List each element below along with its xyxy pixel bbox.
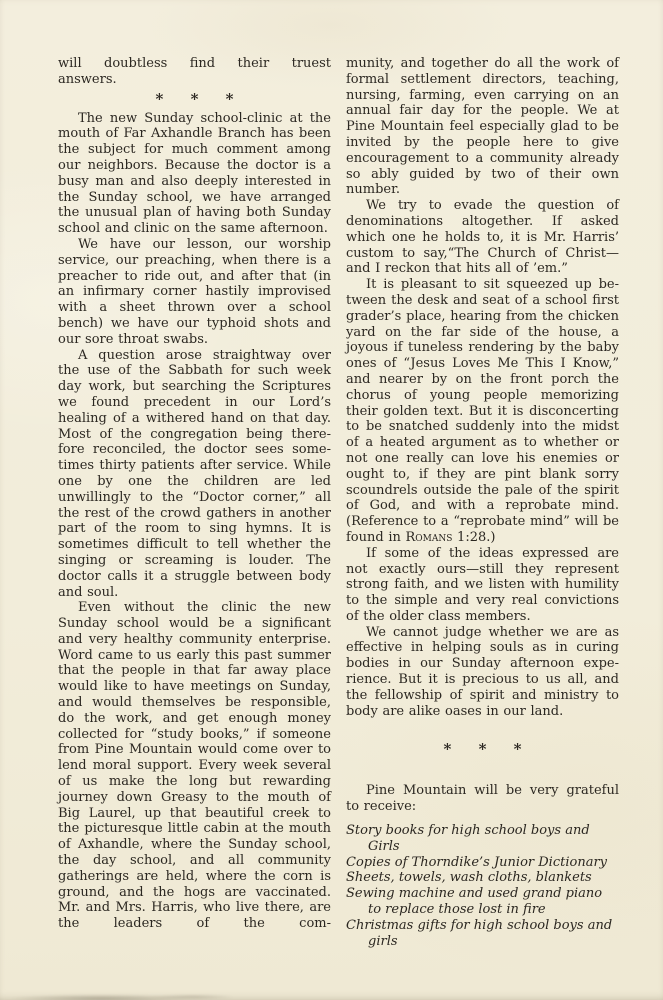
appeal-intro: Pine Mountain will be very grateful to receive:	[346, 783, 619, 815]
two-column-layout	[58, 56, 622, 949]
paragraph-settlement-work: munity, and together do all the work of formal settlement directors, teaching, nursing, farming, even carrying on an annual fair day for the people. We at Pine Mountain feel especially glad to be invited by the people here to give encouragement to a community already so ably guided by two of their own number.	[346, 56, 619, 198]
right-column	[346, 56, 619, 949]
left-column	[58, 56, 331, 949]
wish-list-item: Christmas gifts for high school boys and girls	[346, 917, 613, 949]
paragraph-ideas-expressed: If some of the ideas expressed are not exactly ours—still they represent strong faith, and we listen with humility to the simple and very real convictions of the older class members.	[346, 545, 619, 624]
paragraph-community-enterprise: Even without the clinic the new Sunday school would be a significant and very healthy community enterprise. Word came to us early this past summer that the people in that far away place would like to have meetings on Sunday, and would themselves be responsible, do the work, and get enough money collected for “study books,” if someone from Pine Mountain would come over to lend moral support. Every week several of us make the long but rewarding journey down Greasy to the mouth of Big Laurel, up that beautiful creek to the picturesque little cabin at the mouth of Axhandle, where the Sunday school, the day school, and all community gatherings are held, where the corn is ground, and the hogs are vaccinated. Mr. and Mrs. Harris, who live there, are the leaders of the com-	[58, 600, 331, 932]
wish-list-item: Sheets, towels, wash cloths, blankets	[346, 870, 592, 886]
wish-list-item: Copies of Thorndike’s Junior Dictionary	[346, 854, 608, 870]
section-divider-asterisks: * * *	[443, 740, 533, 759]
scripture-reference: Romans 1:28.)	[405, 529, 496, 545]
paragraph-lesson-worship: We have our lesson, our worship service, our preaching, when there is a preacher to ride out, and after that (in an infirmary corner hastily improvised with a sheet thrown over a school bench) we have our typhoid shots and our sore throat swabs.	[58, 236, 331, 347]
paragraph-cannot-judge: We cannot judge whether we are as effective in helping souls as in curing bodies in our Sunday afternoon experience. But it is precious to us all, and the fellowship of spirit and ministry to body are alike oases in our land.	[346, 624, 619, 719]
continuation-paragraph-line: answers.	[58, 71, 117, 87]
wish-list	[346, 823, 619, 949]
paragraph-pleasant-to-sit	[346, 277, 619, 546]
paragraph-denominations: We try to evade the question of denominations altogether. If asked which one he holds to, it is Mr. Harris’ custom to say,“The Church of Christ—and I reckon that hits all of ’em.”	[346, 198, 619, 277]
paragraph-sabbath-question: A question arose straightway over the use of the Sabbath for such week day work, but searching the Scriptures we found precedent in our Lord’s healing of a withered hand on that day. Most of the congregation being therefore reconciled, the doctor sees sometimes thirty patients after service. While one by one the children are led unwillingly to the “Doctor corner,” all the rest of the crowd gathers in another part of the room to sing hymns. It is sometimes difficult to tell whether the singing or screaming is louder. The doctor calls it a struggle between body and soul.	[58, 347, 331, 600]
wish-list-item: Story books for high school boys and Girls	[346, 823, 590, 854]
continuation-paragraph-line: will doubtless find their truest	[58, 56, 331, 71]
paragraph-text: It is pleasant to sit squeezed up between the desk and seat of a school first grader’s place, hearing from the chicken yard on the far side of the house, a joyous if tuneless rendering by the baby ones of “Jesus Loves Me This I Know,” and nearer by on the front porch the chorus of young people memorizing their golden text. But it is disconcerting to be snatched suddenly into the midst of a heated argument as to whether or not one really can love his enemies or ought to, if they are pint blank sorry scoundrels outside the pale of the spirit of God, and with a reprobate mind. (Reference to a “reprobate mind” will be found in	[346, 277, 619, 545]
paragraph-sunday-school-clinic: The new Sunday school-clinic at the mouth of Far Axhandle Branch has been the subject for much comment among our neighbors. Because the doctor is a busy man and also deeply interested in the Sunday school, we have arranged the unusual plan of having both Sunday school and clinic on the same afternoon.	[58, 110, 331, 237]
section-divider-asterisks: * * *	[155, 89, 245, 108]
wish-list-item: Sewing machine and used grand piano to replace those lost in fire	[346, 886, 603, 918]
